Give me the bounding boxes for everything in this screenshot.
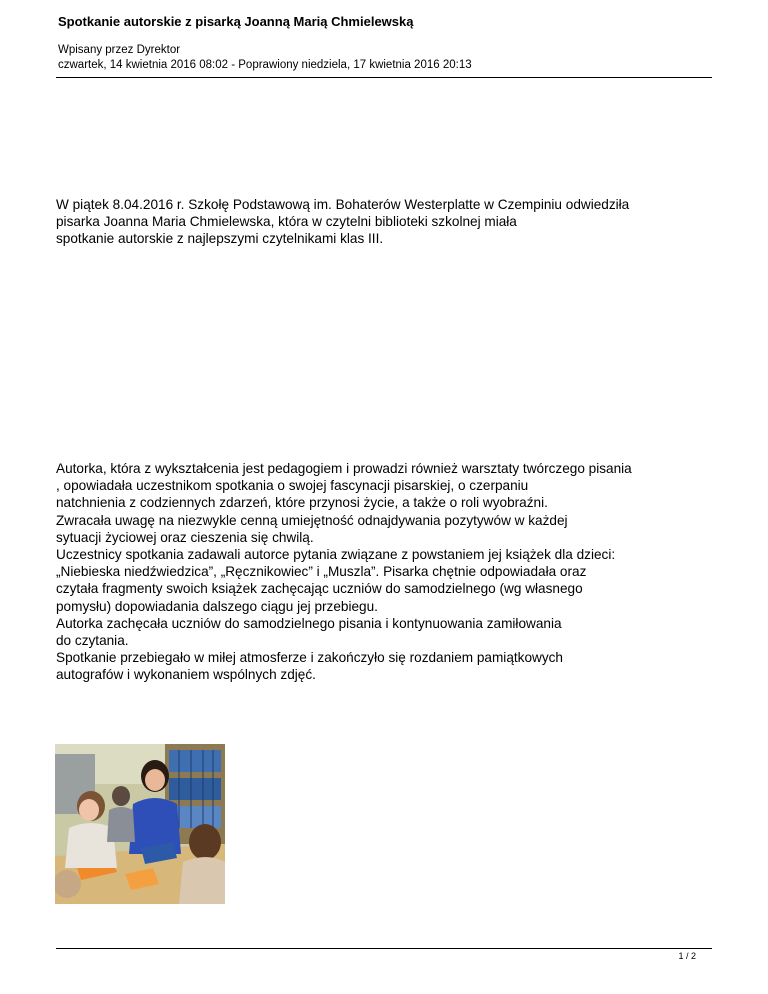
event-photo (55, 744, 225, 904)
article-meta (58, 43, 472, 73)
text-line: autografów i wykonaniem wspólnych zdjęć. (56, 667, 316, 683)
text-line: Spotkanie przebiegało w miłej atmosferze i zakończyło się rozdaniem pamiątkowych (56, 650, 563, 666)
text-line: Autorka zachęcała uczniów do samodzielnego pisania i kontynuowania zamiłowania (56, 615, 562, 631)
text-line: sytuacji życiowej oraz cieszenia się chwilą. (56, 529, 314, 545)
text-line: Uczestnicy spotkania zadawali autorce pytania związane z powstaniem jej książek dla dzieci: (56, 547, 616, 563)
text-line: Autorka, która z wykształcenia jest pedagogiem i prowadzi również warsztaty twórczego pisania (56, 461, 632, 476)
date-line: czwartek, 14 kwietnia 2016 08:02 - Poprawiony niedziela, 17 kwietnia 2016 20:13 (58, 59, 472, 71)
text-line: „Niebieska niedźwiedzica”, „Ręcznikowiec” i „Muszla”. Pisarka chętnie odpowiadała oraz (56, 564, 587, 580)
author-line: Wpisany przez Dyrektor (58, 44, 181, 56)
footer-divider (56, 948, 712, 949)
page-number: 1 / 2 (678, 951, 696, 961)
header-divider (56, 77, 712, 78)
text-line: , opowiadała uczestnikom spotkania o swojej fascynacji pisarskiej, o czerpaniu (56, 478, 529, 494)
paragraph-main (56, 460, 736, 684)
text-line: pomysłu) dopowiadania dalszego ciągu jej przebiegu. (56, 598, 378, 614)
text-line: Zwracała uwagę na niezwykle cenną umiejętność odnajdywania pozytywów w każdej (56, 512, 568, 528)
paragraph-intro (56, 196, 736, 248)
text-line: czytała fragmenty swoich książek zachęcając uczniów do samodzielnego (wg własnego (56, 581, 583, 597)
text-line: spotkanie autorskie z najlepszymi czytelnikami klas III. (56, 231, 384, 247)
text-line: pisarka Joanna Maria Chmielewska, która w czytelni biblioteki szkolnej miała (56, 214, 517, 230)
text-line: do czytania. (56, 633, 129, 649)
text-line: natchnienia z codziennych zdarzeń, które przynosi życie, a także o roli wyobraźni. (56, 495, 548, 511)
text-line: W piątek 8.04.2016 r. Szkołę Podstawową im. Bohaterów Westerplatte w Czempiniu odwiedziła (56, 197, 630, 212)
article-title: Spotkanie autorskie z pisarką Joanną Marią Chmielewską (58, 14, 414, 29)
